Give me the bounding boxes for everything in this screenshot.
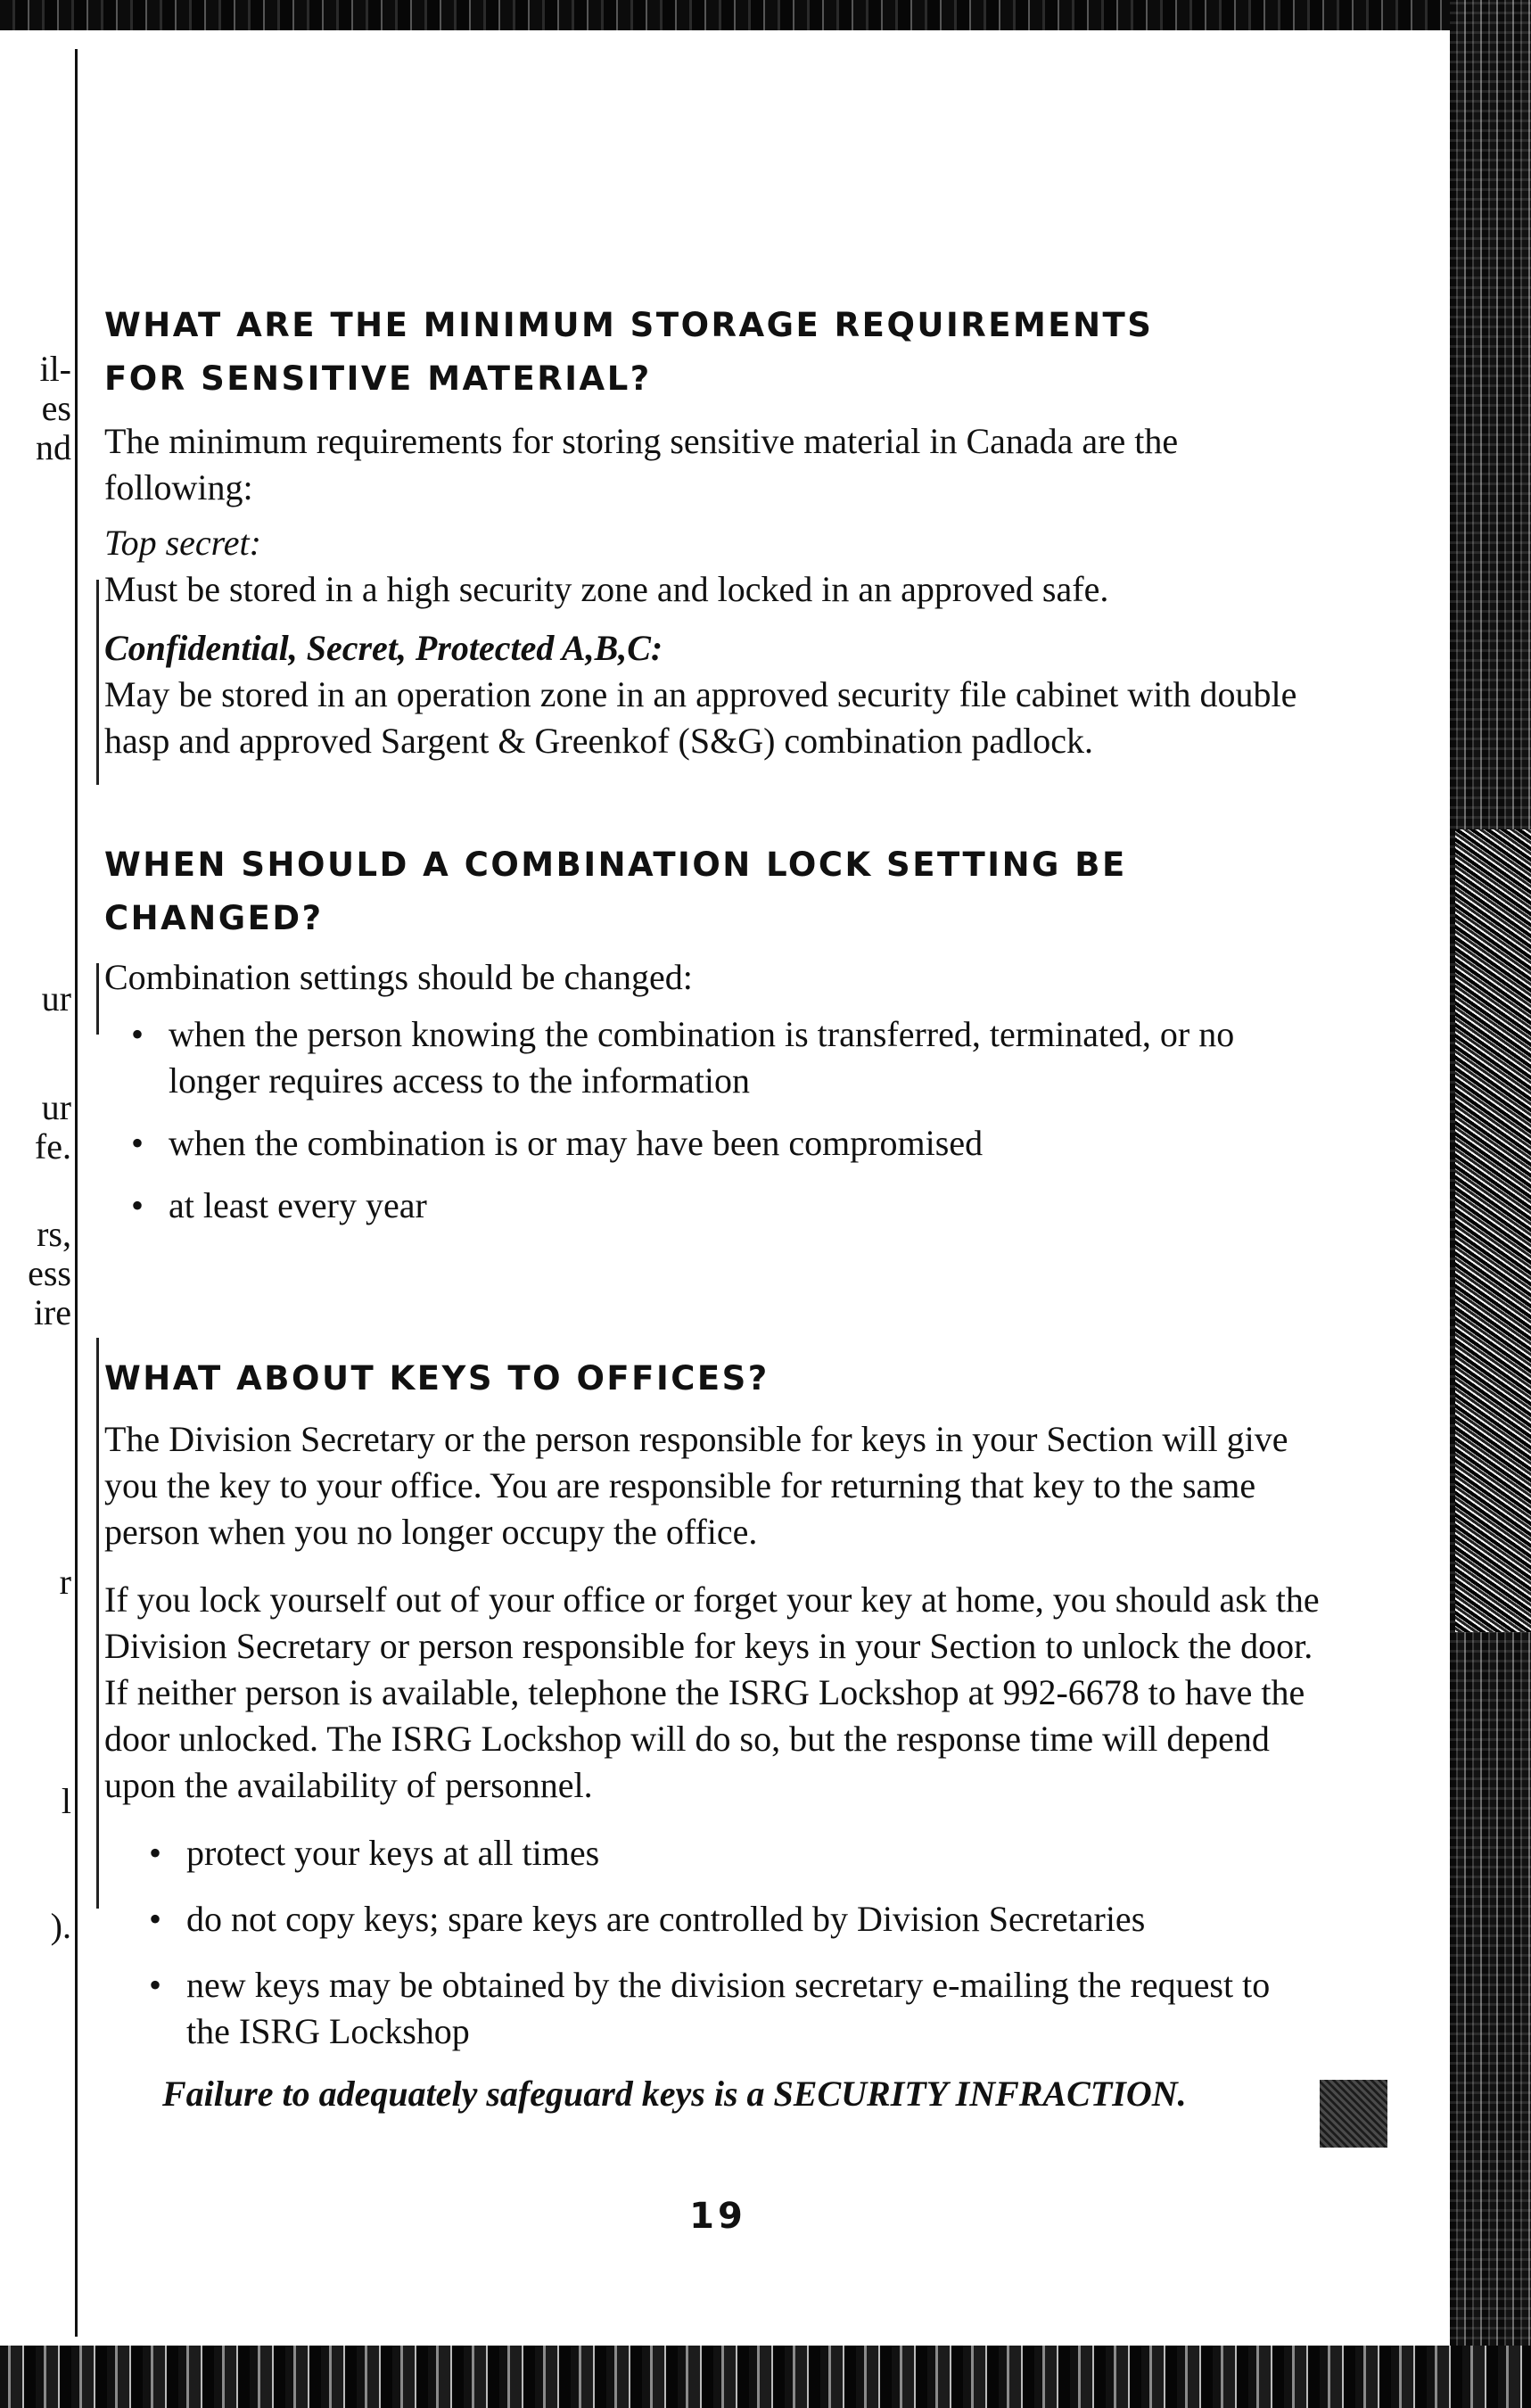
- list-item: • when the combination is or may have been compromised: [104, 1120, 1335, 1167]
- prev-page-fragment-2: ur: [41, 979, 71, 1018]
- confidential-text: May be stored in an operation zone in an approved security file cabinet with double hasp and approved Sargent & Greenkof (S&G) combination padlock.: [104, 674, 1297, 761]
- bullet-icon: •: [149, 1965, 162, 2005]
- margin-rule: [96, 963, 99, 1035]
- bullet-icon: •: [131, 1185, 144, 1225]
- scan-edge-right-noise: [1455, 829, 1531, 1632]
- bullet-icon: •: [149, 1833, 162, 1873]
- combination-bullet-list: [104, 1011, 1335, 1229]
- bullet-icon: •: [149, 1899, 162, 1939]
- list-item: • do not copy keys; spare keys are controlled by Division Secretaries: [122, 1896, 1335, 1942]
- scan-edge-bottom: [0, 2346, 1531, 2408]
- list-item: • protect your keys at all times: [122, 1830, 1335, 1876]
- scan-edge-top: [0, 0, 1531, 30]
- prev-page-fragment-3: ur fe.: [34, 1088, 71, 1167]
- section-office-keys: [104, 1352, 1335, 2117]
- prev-page-fragment-5: r: [59, 1563, 71, 1602]
- top-secret-text: Must be stored in a high security zone and locked in an approved safe.: [104, 569, 1109, 609]
- section-storage-requirements: [104, 299, 1335, 764]
- keys-paragraph-2: If you lock yourself out of your office or forget your key at home, you should ask the Division Secretary or person responsible for keys in your Section to unlock the door. If neither person is available, telephone the ISRG Lockshop at 992-6678 to have the door unlocked. The ISRG Lockshop will do so, but the response time will depend upon the availability of personnel.: [104, 1579, 1320, 1805]
- section-combination-lock: [104, 838, 1335, 1229]
- section-heading: WHEN SHOULD A COMBINATION LOCK SETTING BE CHANGED?: [104, 845, 1127, 937]
- margin-rule: [96, 580, 99, 785]
- prev-page-fragment-4: rs, ess ire: [28, 1215, 71, 1332]
- keys-paragraph-1: The Division Secretary or the person responsible for keys in your Section will give you the key to your office. You are responsible for returning that key to the same person when you no longer occupy the office.: [104, 1419, 1288, 1552]
- section-heading: WHAT ARE THE MINIMUM STORAGE REQUIREMENTS FOR SENSITIVE MATERIAL?: [104, 306, 1154, 398]
- margin-rule: [96, 1338, 99, 1909]
- page-tab-marker: [1320, 2080, 1387, 2148]
- list-item: • when the person knowing the combination is transferred, terminated, or no longer requires access to the information: [104, 1011, 1335, 1104]
- confidential-label: Confidential, Secret, Protected A,B,C:: [104, 628, 663, 668]
- prev-page-fragment-1: il- es nd: [36, 350, 71, 467]
- list-item: • new keys may be obtained by the division secretary e-mailing the request to the ISRG Lockshop: [122, 1962, 1335, 2055]
- section-heading: WHAT ABOUT KEYS TO OFFICES?: [104, 1359, 770, 1398]
- list-item: • at least every year: [104, 1183, 1335, 1229]
- bullet-icon: •: [131, 1014, 144, 1054]
- bullet-icon: •: [131, 1123, 144, 1163]
- section-intro: The minimum requirements for storing sensitive material in Canada are the following:: [104, 421, 1179, 507]
- section-intro: Combination settings should be changed:: [104, 957, 693, 997]
- prev-page-fragment-6: l: [61, 1782, 71, 1821]
- page-number: 19: [689, 2196, 746, 2237]
- page-gutter-line: [75, 49, 78, 2337]
- prev-page-fragment-7: ).: [50, 1907, 71, 1946]
- keys-bullet-list: [104, 1830, 1335, 2055]
- top-secret-label: Top secret:: [104, 523, 261, 563]
- security-infraction-warning: Failure to adequately safeguard keys is a SECURITY INFRACTION.: [162, 2074, 1187, 2114]
